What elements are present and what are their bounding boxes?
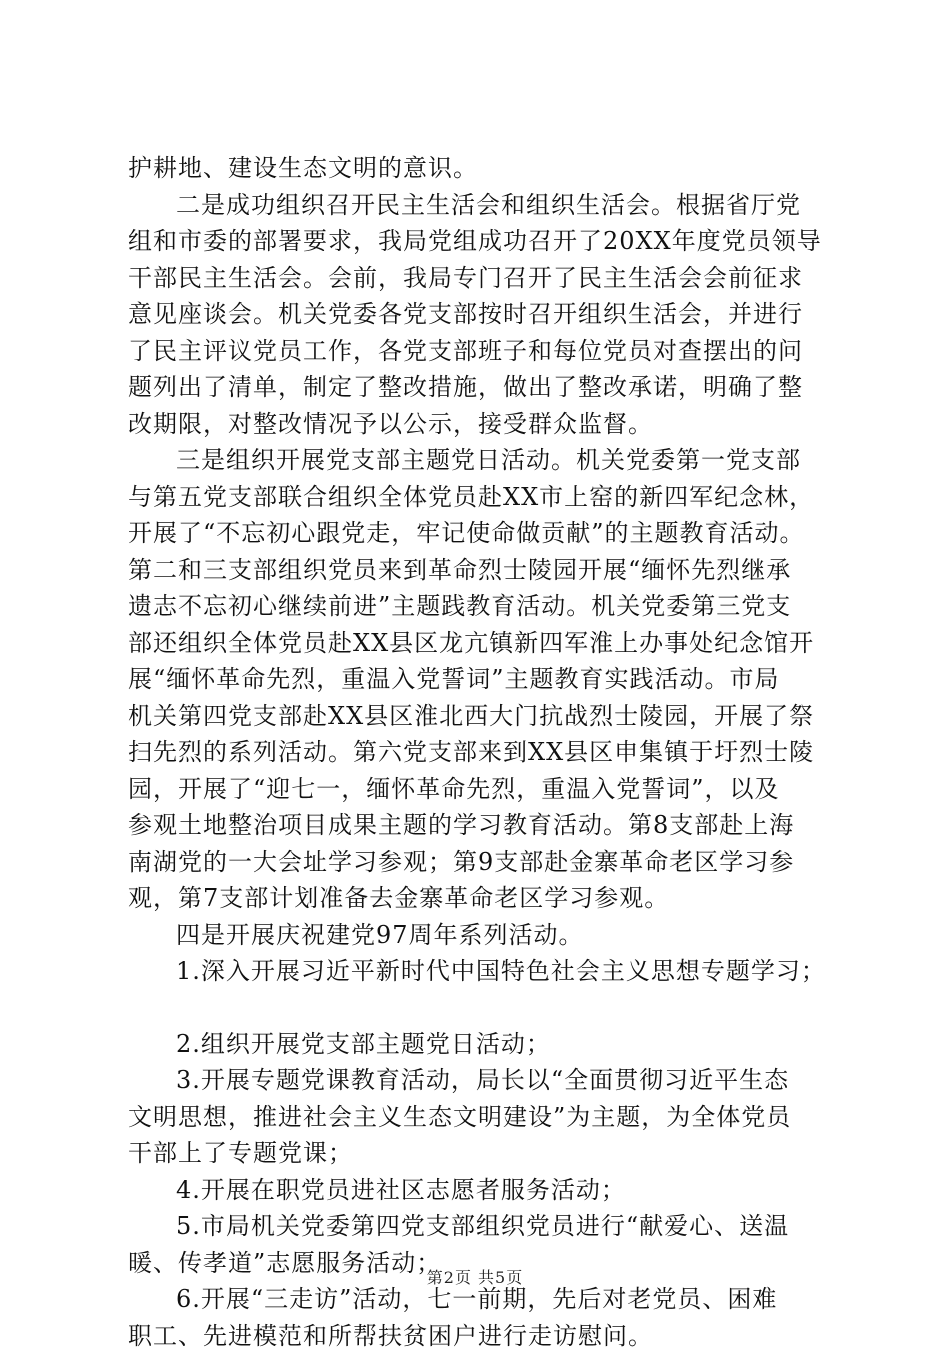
paragraph-start-line: 三是组织开展党支部主题党日活动。机关党委第一党支部 bbox=[128, 442, 844, 479]
list-item: 1.深入开展习近平新时代中国特色社会主义思想专题学习； bbox=[128, 953, 844, 990]
body-line: 展“缅怀革命先烈，重温入党誓词”主题教育实践活动。市局 bbox=[128, 661, 844, 698]
body-line: 护耕地、建设生态文明的意识。 bbox=[128, 150, 844, 187]
page-number-footer: 第2页 共5页 bbox=[0, 1265, 950, 1288]
list-item: 3.开展专题党课教育活动，局长以“全面贯彻习近平生态 bbox=[128, 1062, 844, 1099]
body-line: 文明思想，推进社会主义生态文明建设”为主题，为全体党员 bbox=[128, 1099, 844, 1136]
body-line: 与第五党支部联合组织全体党员赴XX市上窑的新四军纪念林， bbox=[128, 479, 844, 516]
body-line: 题列出了清单，制定了整改措施，做出了整改承诺，明确了整 bbox=[128, 369, 844, 406]
blank-line bbox=[128, 990, 844, 1026]
paragraph-start-line: 四是开展庆祝建党97周年系列活动。 bbox=[128, 917, 844, 954]
body-line: 职工、先进模范和所帮扶贫困户进行走访慰问。 bbox=[128, 1318, 844, 1354]
list-item: 6.开展“三走访”活动，七一前期，先后对老党员、困难 bbox=[128, 1281, 844, 1318]
body-line: 园，开展了“迎七一，缅怀革命先烈，重温入党誓词”，以及 bbox=[128, 771, 844, 808]
body-line: 了民主评议党员工作，各党支部班子和每位党员对查摆出的问 bbox=[128, 333, 844, 370]
body-line: 开展了“不忘初心跟党走，牢记使命做贡献”的主题教育活动。 bbox=[128, 515, 844, 552]
list-item: 4.开展在职党员进社区志愿者服务活动； bbox=[128, 1172, 844, 1209]
body-line: 机关第四党支部赴XX县区淮北西大门抗战烈士陵园，开展了祭 bbox=[128, 698, 844, 735]
body-line: 第二和三支部组织党员来到革命烈士陵园开展“缅怀先烈继承 bbox=[128, 552, 844, 589]
body-line: 扫先烈的系列活动。第六党支部来到XX县区申集镇于圩烈士陵 bbox=[128, 734, 844, 771]
body-line: 南湖党的一大会址学习参观；第9支部赴金寨革命老区学习参 bbox=[128, 844, 844, 881]
list-item: 2.组织开展党支部主题党日活动； bbox=[128, 1026, 844, 1063]
body-line: 干部上了专题党课； bbox=[128, 1135, 844, 1172]
body-line: 意见座谈会。机关党委各党支部按时召开组织生活会，并进行 bbox=[128, 296, 844, 333]
document-body bbox=[128, 150, 844, 1354]
body-line: 观，第7支部计划准备去金寨革命老区学习参观。 bbox=[128, 880, 844, 917]
body-line: 遗志不忘初心继续前进”主题践教育活动。机关党委第三党支 bbox=[128, 588, 844, 625]
body-line: 改期限，对整改情况予以公示，接受群众监督。 bbox=[128, 406, 844, 443]
body-line: 部还组织全体党员赴XX县区龙亢镇新四军淮上办事处纪念馆开 bbox=[128, 625, 844, 662]
body-line: 参观土地整治项目成果主题的学习教育活动。第8支部赴上海 bbox=[128, 807, 844, 844]
list-item: 5.市局机关党委第四党支部组织党员进行“献爱心、送温 bbox=[128, 1208, 844, 1245]
body-line: 组和市委的部署要求，我局党组成功召开了20XX年度党员领导 bbox=[128, 223, 844, 260]
body-line: 干部民主生活会。会前，我局专门召开了民主生活会会前征求 bbox=[128, 260, 844, 297]
paragraph-start-line: 二是成功组织召开民主生活会和组织生活会。根据省厅党 bbox=[128, 187, 844, 224]
body-line: 暖、传孝道”志愿服务活动； bbox=[128, 1245, 844, 1282]
